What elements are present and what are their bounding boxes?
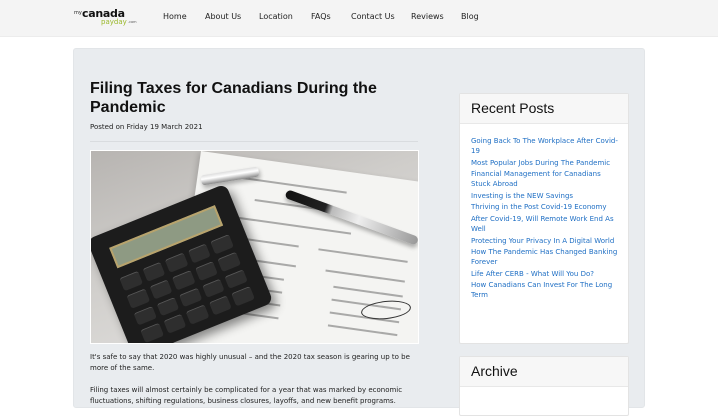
nav-home[interactable]: Home: [163, 12, 187, 21]
nav-about-us[interactable]: About Us: [205, 12, 242, 21]
nav-location[interactable]: Location: [259, 12, 293, 21]
recent-post-item: [471, 191, 620, 201]
post-featured-image: [90, 150, 419, 344]
post-paragraph-1: It's safe to say that 2020 was highly unusual – and the 2020 tax season is gearing up to be more of the same.: [90, 353, 410, 372]
recent-posts-widget: [459, 93, 629, 344]
recent-post-link[interactable]: After Covid-19, Will Remote Work End As Well: [471, 214, 614, 233]
recent-post-link[interactable]: Thriving in the Post Covid-19 Economy: [471, 203, 607, 212]
recent-post-link[interactable]: Going Back To The Workplace After Covid-19: [471, 137, 618, 155]
site-logo[interactable]: [74, 7, 144, 29]
recent-post-item: [471, 136, 620, 156]
recent-posts-list: [460, 124, 628, 300]
recent-post-link[interactable]: Protecting Your Privacy In A Digital World: [471, 236, 615, 245]
recent-post-item: [471, 202, 620, 212]
recent-post-link[interactable]: How Canadians Can Invest For The Long Term: [471, 281, 613, 300]
recent-post-link[interactable]: Most Popular Jobs During The Pandemic: [471, 158, 611, 167]
nav-faqs[interactable]: FAQs: [311, 12, 331, 21]
recent-post-item: [471, 158, 620, 168]
logo-canada: canada: [82, 7, 125, 20]
recent-post-link[interactable]: Investing is the NEW Savings: [471, 191, 574, 200]
nav-contact-us[interactable]: Contact Us: [351, 12, 395, 21]
logo-com: .com: [128, 20, 137, 24]
recent-post-link[interactable]: How The Pandemic Has Changed Banking Forever: [471, 248, 618, 267]
post-date: Posted on Friday 19 March 2021: [90, 123, 203, 131]
recent-post-item: [471, 280, 620, 300]
recent-post-link[interactable]: Financial Management for Canadians Stuck Abroad: [471, 170, 601, 189]
recent-posts-title: Recent Posts: [460, 94, 628, 124]
title-divider: [90, 141, 418, 142]
nav-blog[interactable]: Blog: [461, 12, 479, 21]
recent-post-link[interactable]: Life After CERB - What Will You Do?: [471, 269, 594, 278]
site-header: [0, 0, 718, 37]
nav-reviews[interactable]: Reviews: [411, 12, 444, 21]
recent-post-item: [471, 214, 620, 234]
recent-post-item: [471, 236, 620, 246]
recent-post-item: [471, 169, 620, 189]
recent-post-item: [471, 269, 620, 279]
recent-post-item: [471, 247, 620, 267]
post-paragraph-2: Filing taxes will almost certainly be complicated for a year that was marked by economic fluctuations, shifting regulations, business closures, layoffs, and new benefit programs.: [90, 386, 403, 405]
logo-payday: payday: [101, 18, 127, 26]
archive-widget: [459, 356, 629, 416]
archive-title: Archive: [460, 357, 628, 387]
logo-my: my: [74, 10, 82, 16]
post-title: Filing Taxes for Canadians During the Pandemic: [90, 80, 377, 116]
